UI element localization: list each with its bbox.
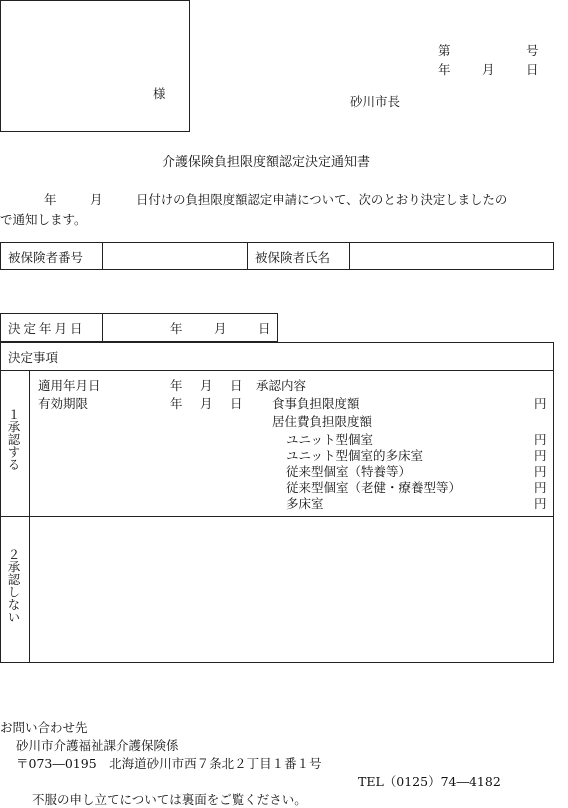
intro-month: 月 — [90, 192, 103, 207]
applicable-month: 月 — [200, 378, 213, 393]
decision-date-day: 日 — [258, 321, 271, 336]
validity-day: 日 — [230, 396, 243, 411]
approve-reject-divider — [0, 516, 554, 517]
validity-year: 年 — [170, 396, 183, 411]
room-type-unit-private-yen: 円 — [534, 432, 547, 447]
approve-side-label: １承認する — [6, 408, 21, 471]
room-type-unit-semi-private: ユニット型個室的多床室 — [286, 448, 424, 463]
food-limit-label: 食事負担限度額 — [272, 396, 360, 411]
applicable-date-label: 適用年月日 — [38, 378, 101, 393]
insured-divider-2 — [247, 242, 248, 270]
validity-month: 月 — [200, 396, 213, 411]
appeal-note: 不服の申し立てについては裏面をご覧ください。 — [32, 792, 307, 807]
reject-side-label: ２承認しない — [6, 548, 21, 623]
doc-number-go: 号 — [526, 43, 539, 58]
intro-line2: で通知します。 — [0, 212, 87, 227]
intro-year: 年 — [44, 192, 57, 207]
insured-divider-3 — [349, 242, 350, 270]
doc-date-day: 日 — [526, 62, 539, 77]
insured-name-label: 被保険者氏名 — [255, 250, 331, 265]
decision-date-year: 年 — [170, 321, 183, 336]
address-box — [0, 0, 190, 132]
contact-office: 砂川市介護福祉課介護保険係 — [16, 738, 179, 753]
contact-tel: TEL（0125）74―4182 — [358, 774, 501, 789]
room-type-conventional-roken: 従来型個室（老健・療養型等） — [286, 480, 462, 495]
insured-divider-1 — [102, 242, 103, 270]
decision-date-label: 決定年月日 — [8, 321, 86, 336]
decision-header-line — [0, 370, 554, 371]
decision-date-month: 月 — [214, 321, 227, 336]
decision-date-divider — [102, 313, 103, 342]
intro-line1: 日付けの負担限度額認定申請について、次のとおり決定しましたの — [136, 192, 508, 207]
doc-number-dai: 第 — [438, 43, 451, 58]
validity-label: 有効期限 — [38, 396, 89, 411]
applicable-day: 日 — [230, 378, 243, 393]
applicable-year: 年 — [170, 378, 183, 393]
room-type-conventional-tokuyou-yen: 円 — [534, 464, 547, 479]
room-type-conventional-tokuyou: 従来型個室（特養等） — [286, 464, 412, 479]
room-type-multi-bed: 多床室 — [286, 496, 324, 511]
residence-limit-label: 居住費負担限度額 — [272, 414, 373, 429]
issuer: 砂川市長 — [350, 94, 401, 109]
address-suffix: 様 — [153, 86, 166, 101]
insured-number-label: 被保険者番号 — [8, 250, 84, 265]
food-limit-yen: 円 — [534, 396, 547, 411]
decision-items-label: 決定事項 — [8, 350, 59, 365]
contact-heading: お問い合わせ先 — [0, 720, 88, 735]
room-type-unit-semi-private-yen: 円 — [534, 448, 547, 463]
room-type-unit-private: ユニット型個室 — [286, 432, 374, 447]
doc-date-year: 年 — [438, 62, 451, 77]
document-title: 介護保険負担限度額認定決定通知書 — [162, 155, 371, 170]
contact-postal-address: 〒073―0195 北海道砂川市西７条北２丁目１番１号 — [16, 756, 322, 771]
doc-date-month: 月 — [482, 62, 495, 77]
room-type-conventional-roken-yen: 円 — [534, 480, 547, 495]
room-type-multi-bed-yen: 円 — [534, 496, 547, 511]
content-label: 承認内容 — [256, 378, 307, 393]
